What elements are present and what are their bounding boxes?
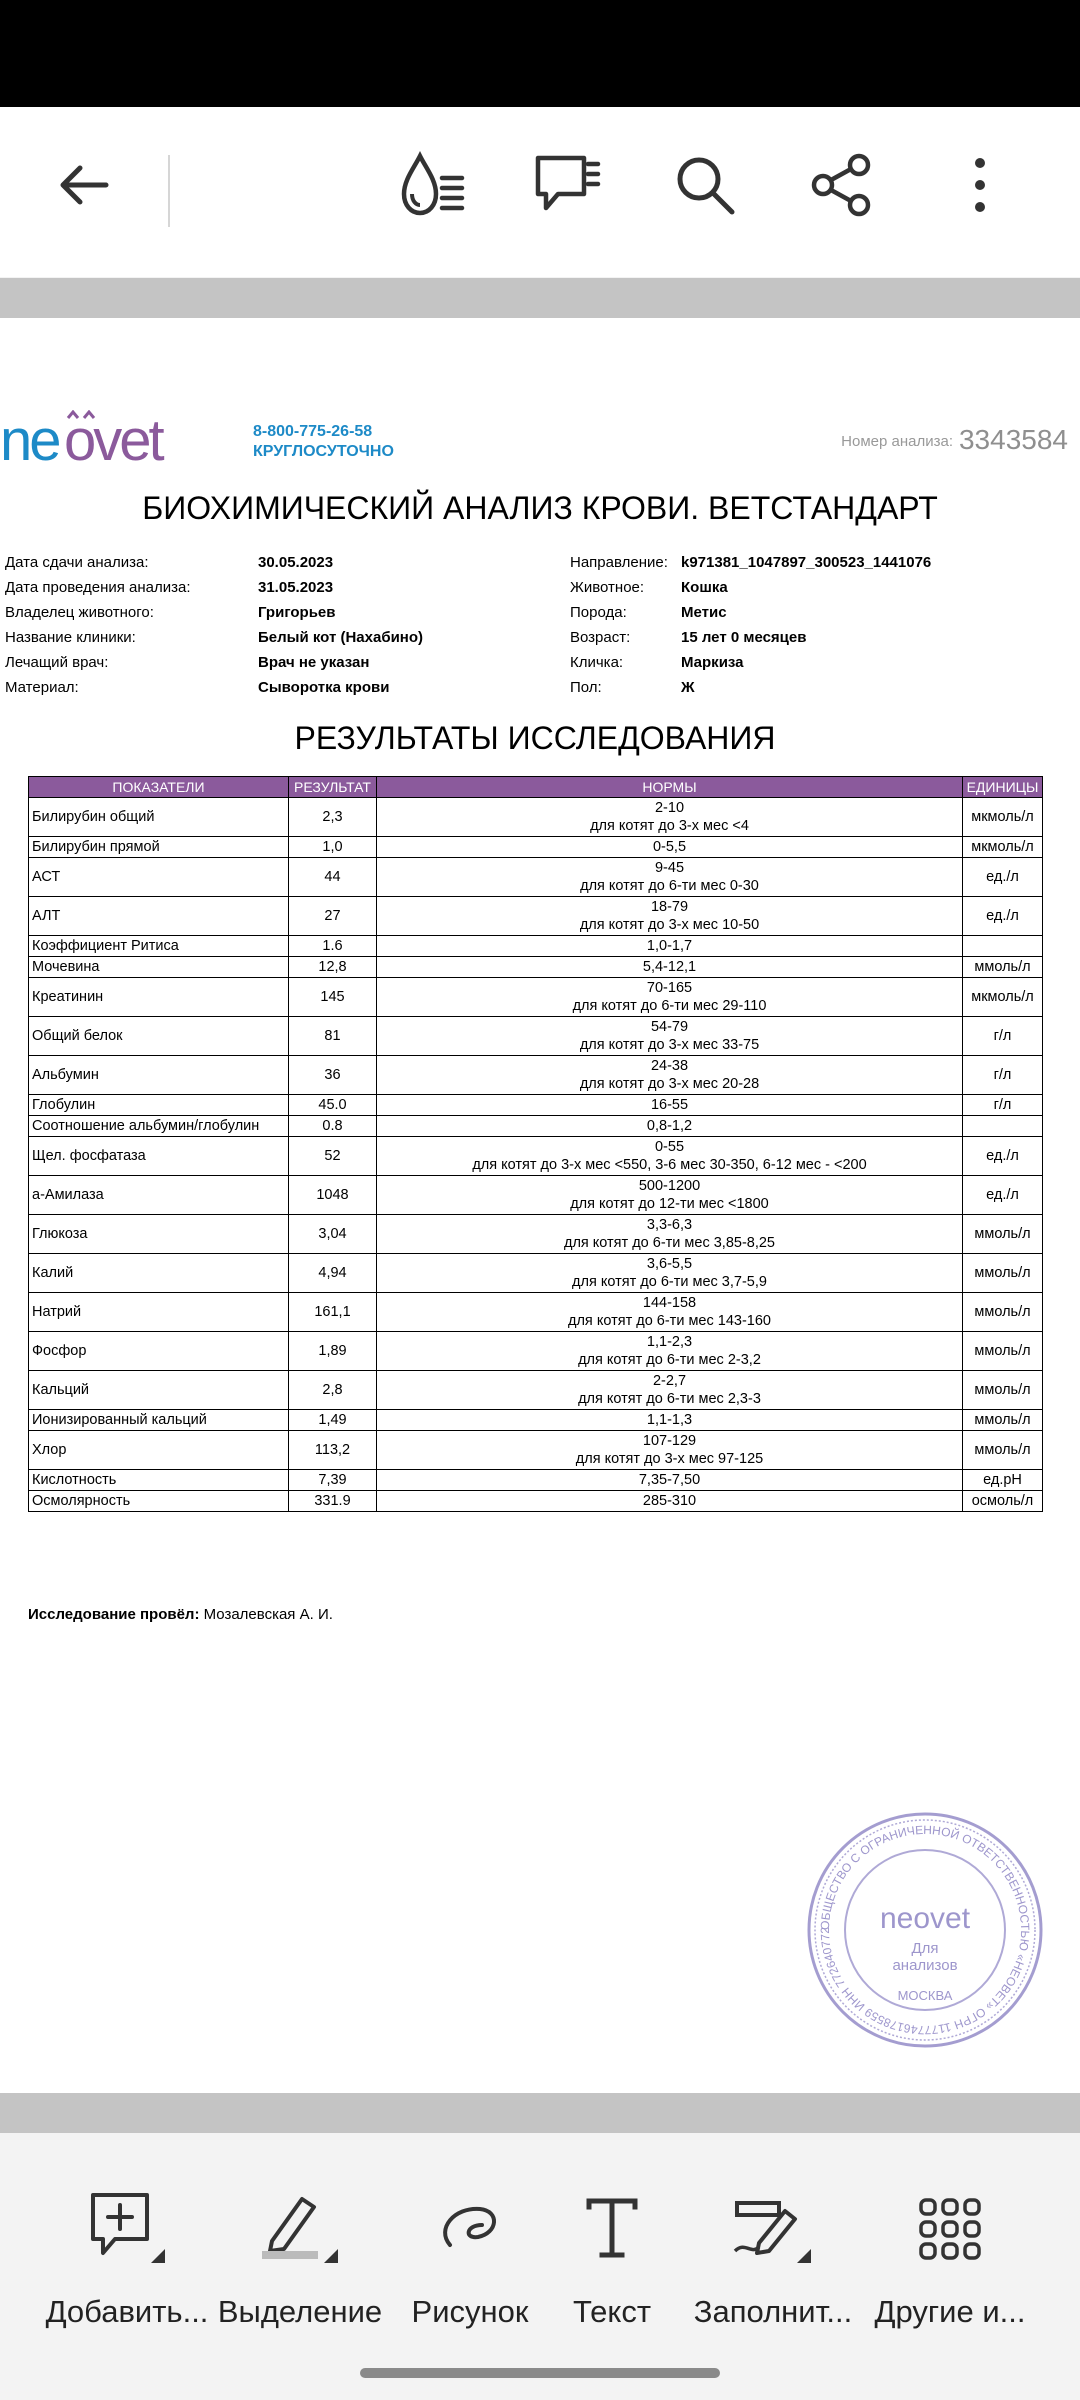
row-norm — [377, 1176, 963, 1215]
text-tool-icon — [577, 2189, 647, 2269]
info-label: Порода: — [570, 604, 627, 621]
row-norm — [377, 1491, 963, 1512]
info-label: Название клиники: — [5, 629, 136, 646]
row-result: 27 — [289, 897, 377, 936]
svg-text:Для: Для — [911, 1940, 939, 1957]
norm-range: 1,0-1,7 — [646, 938, 693, 954]
add-comment-tool[interactable] — [42, 2184, 212, 2330]
highlight-tool[interactable] — [215, 2184, 385, 2330]
norm-range: 500-1200 — [638, 1178, 701, 1194]
info-value: Врач не указан — [258, 654, 370, 671]
norm-note: для котят до 12-ти мес <1800 — [570, 1196, 769, 1212]
results-table — [28, 776, 1043, 1512]
pdf-page — [0, 318, 1080, 2093]
table-row — [29, 837, 1043, 858]
info-value: Белый кот (Нахабино) — [258, 629, 424, 646]
svg-text:ОБЩЕСТВО С ОГРАНИЧЕННОЙ ОТВЕТС: ОБЩЕСТВО С ОГРАНИЧЕННОЙ ОТВЕТСТВЕННОСТЬЮ «НЕОВЕТ» ОГРН 1177746178559 ИНН 772640772 — [817, 1822, 1033, 2038]
results-title: РЕЗУЛЬТАТЫ ИССЛЕДОВАНИЯ — [294, 720, 776, 756]
info-label: Дата сдачи анализа: — [5, 554, 149, 571]
norm-note: для котят до 6-ти мес 2-3,2 — [578, 1352, 761, 1368]
table-row — [29, 1293, 1043, 1332]
row-norm — [377, 1293, 963, 1332]
row-unit: ед./л — [963, 1176, 1043, 1215]
row-result: 44 — [289, 858, 377, 897]
back-arrow-icon — [54, 155, 114, 215]
norm-note: для котят до 6-ти мес 143-160 — [568, 1313, 771, 1329]
table-header-row — [29, 777, 1043, 798]
norm-range: 107-129 — [642, 1433, 697, 1449]
table-row — [29, 858, 1043, 897]
info-label: Владелец животного: — [5, 604, 154, 621]
info-label: Материал: — [5, 679, 79, 696]
norm-note: для котят до 6-ти мес 29-110 — [572, 998, 767, 1014]
clinic-stamp — [805, 1810, 1045, 2055]
norm-range: 0,8-1,2 — [646, 1118, 693, 1134]
norm-range: 70-165 — [646, 980, 693, 996]
row-indicator: АСТ — [29, 858, 289, 897]
draw-icon — [430, 2189, 510, 2269]
row-norm — [377, 978, 963, 1017]
info-label: Лечащий врач: — [5, 654, 109, 671]
row-norm — [377, 1056, 963, 1095]
row-unit — [963, 936, 1043, 957]
table-row — [29, 798, 1043, 837]
row-unit: ммоль/л — [963, 1431, 1043, 1470]
highlight-pen-icon — [252, 2189, 348, 2269]
row-result: 161,1 — [289, 1293, 377, 1332]
analysis-number-value: 3343584 — [958, 424, 1068, 455]
row-indicator: Билирубин общий — [29, 798, 289, 837]
info-label: Пол: — [570, 679, 602, 696]
row-unit: ммоль/л — [963, 1332, 1043, 1371]
row-unit — [963, 1116, 1043, 1137]
bottom-tools-bar — [0, 2134, 1080, 2400]
tool-label: Другие и... — [874, 2294, 1026, 2329]
tool-label: Выделение — [217, 2294, 383, 2329]
row-result: 0.8 — [289, 1116, 377, 1137]
row-norm — [377, 1332, 963, 1371]
norm-range: 0-55 — [654, 1139, 685, 1155]
svg-text:ovet: ovet — [64, 410, 162, 470]
row-indicator: Общий белок — [29, 1017, 289, 1056]
row-indicator: Креатинин — [29, 978, 289, 1017]
row-norm — [377, 1215, 963, 1254]
norm-range: 3,6-5,5 — [646, 1256, 693, 1272]
table-row — [29, 1431, 1043, 1470]
norm-note: для котят до 3-х мес 20-28 — [579, 1076, 760, 1092]
more-tools-grid-icon — [917, 2196, 983, 2262]
row-norm — [377, 1431, 963, 1470]
row-unit: ед./л — [963, 858, 1043, 897]
column-header: ПОКАЗАТЕЛИ — [29, 777, 289, 798]
norm-range: 54-79 — [650, 1019, 689, 1035]
info-value: Маркиза — [681, 654, 744, 671]
norm-note: для котят до 3-х мес <550, 3-6 мес 30-350, 6-12 мес - <200 — [472, 1157, 867, 1173]
norm-range: 9-45 — [654, 860, 685, 876]
row-indicator: Глобулин — [29, 1095, 289, 1116]
row-result: 7,39 — [289, 1470, 377, 1491]
row-norm — [377, 1371, 963, 1410]
info-value: Метис — [681, 604, 727, 621]
info-value: 15 лет 0 месяцев — [681, 629, 807, 646]
analysis-number-label: Номер анализа: — [841, 433, 953, 450]
row-result: 81 — [289, 1017, 377, 1056]
table-row — [29, 1095, 1043, 1116]
info-right-values — [681, 550, 931, 700]
examiner-name: Мозалевская А. И. — [203, 1606, 333, 1623]
table-row — [29, 897, 1043, 936]
table-row — [29, 978, 1043, 1017]
svg-text:анализов: анализов — [892, 1957, 958, 1974]
row-norm — [377, 1137, 963, 1176]
hotline-phone[interactable]: 8-800-775-26-58 — [253, 423, 373, 440]
norm-note: для котят до 6-ти мес 3,7-5,9 — [572, 1274, 767, 1290]
row-unit: мкмоль/л — [963, 798, 1043, 837]
row-norm — [377, 1095, 963, 1116]
table-row — [29, 1371, 1043, 1410]
row-unit: г/л — [963, 1017, 1043, 1056]
table-row — [29, 936, 1043, 957]
row-norm — [377, 1116, 963, 1137]
row-norm — [377, 897, 963, 936]
more-vert-icon — [970, 155, 990, 215]
norm-range: 16-55 — [650, 1097, 689, 1113]
row-result: 113,2 — [289, 1431, 377, 1470]
toolbar-divider — [168, 155, 170, 227]
table-row — [29, 1410, 1043, 1431]
row-unit: ммоль/л — [963, 1293, 1043, 1332]
row-norm — [377, 1470, 963, 1491]
norm-note: для котят до 6-ти мес 2,3-3 — [578, 1391, 761, 1407]
table-row — [29, 1176, 1043, 1215]
analysis-number — [841, 424, 1068, 456]
norm-note: для котят до 3-х мес 97-125 — [575, 1451, 764, 1467]
row-indicator: Осмолярность — [29, 1491, 289, 1512]
row-indicator: Фосфор — [29, 1332, 289, 1371]
row-unit: ед.pH — [963, 1470, 1043, 1491]
fill-sign-icon — [725, 2189, 821, 2269]
row-unit: ед./л — [963, 1137, 1043, 1176]
row-indicator: Хлор — [29, 1431, 289, 1470]
search-button[interactable] — [655, 135, 755, 235]
table-row — [29, 1491, 1043, 1512]
info-left-labels — [5, 550, 191, 700]
examiner-label: Исследование провёл: — [28, 1606, 200, 1623]
info-label: Кличка: — [570, 654, 624, 671]
column-header: РЕЗУЛЬТАТ — [289, 777, 377, 798]
info-value: 30.05.2023 — [258, 554, 334, 571]
info-right-labels — [570, 550, 668, 700]
hotline-block — [253, 422, 394, 462]
row-indicator: Альбумин — [29, 1056, 289, 1095]
norm-range: 5,4-12,1 — [642, 959, 697, 975]
row-result: 1048 — [289, 1176, 377, 1215]
norm-range: 3,3-6,3 — [646, 1217, 693, 1233]
info-value: 31.05.2023 — [258, 579, 334, 596]
table-row — [29, 1056, 1043, 1095]
info-value: Сыворотка крови — [258, 679, 390, 696]
row-norm — [377, 858, 963, 897]
row-result: 1,0 — [289, 837, 377, 858]
more-tools[interactable] — [865, 2184, 1035, 2330]
info-value: Григорьев — [258, 604, 336, 621]
row-result: 12,8 — [289, 957, 377, 978]
page-gap-bottom — [0, 2093, 1080, 2133]
info-value: k971381_1047897_300523_1441076 — [681, 554, 932, 571]
row-unit: мкмоль/л — [963, 837, 1043, 858]
comments-button[interactable] — [518, 135, 618, 235]
row-indicator: Мочевина — [29, 957, 289, 978]
table-row — [29, 1017, 1043, 1056]
column-header: ЕДИНИЦЫ — [963, 777, 1043, 798]
home-indicator[interactable] — [360, 2368, 720, 2378]
norm-range: 24-38 — [650, 1058, 689, 1074]
norm-range: 1,1-1,3 — [646, 1412, 693, 1428]
more-options-button[interactable] — [930, 135, 1030, 235]
info-label: Дата проведения анализа: — [5, 579, 191, 596]
row-indicator: Билирубин прямой — [29, 837, 289, 858]
table-row — [29, 957, 1043, 978]
hotline-hours: КРУГЛОСУТОЧНО — [253, 443, 394, 460]
tool-label: Рисунок — [411, 2294, 529, 2329]
examiner-line — [28, 1606, 333, 1623]
norm-range: 18-79 — [650, 899, 689, 915]
row-result: 1,49 — [289, 1410, 377, 1431]
norm-range: 285-310 — [642, 1493, 697, 1509]
top-toolbar — [0, 107, 1080, 277]
tts-read-icon — [396, 150, 472, 220]
row-unit: г/л — [963, 1095, 1043, 1116]
comments-icon — [530, 150, 606, 220]
info-left-values — [258, 550, 423, 700]
row-indicator: Кальций — [29, 1371, 289, 1410]
back-button[interactable] — [34, 135, 134, 235]
row-norm — [377, 837, 963, 858]
row-unit: ед./л — [963, 897, 1043, 936]
row-result: 331.9 — [289, 1491, 377, 1512]
row-unit: ммоль/л — [963, 1254, 1043, 1293]
svg-text:neovet: neovet — [879, 1902, 971, 1935]
svg-text:ne: ne — [0, 410, 59, 470]
row-unit: г/л — [963, 1056, 1043, 1095]
fill-sign-tool[interactable] — [688, 2184, 858, 2330]
info-label: Направление: — [570, 554, 668, 571]
row-norm — [377, 1017, 963, 1056]
row-indicator: Калий — [29, 1254, 289, 1293]
read-aloud-button[interactable] — [384, 135, 484, 235]
row-indicator: Коэффициент Ритиса — [29, 936, 289, 957]
row-indicator: Соотношение альбумин/глобулин — [29, 1116, 289, 1137]
row-norm — [377, 1254, 963, 1293]
document-title: БИОХИМИЧЕСКИЙ АНАЛИЗ КРОВИ. ВЕТСТАНДАРТ — [142, 490, 938, 526]
row-result: 1,89 — [289, 1332, 377, 1371]
row-indicator: Ионизированный кальций — [29, 1410, 289, 1431]
table-row — [29, 1215, 1043, 1254]
share-icon — [809, 152, 875, 218]
row-norm — [377, 936, 963, 957]
norm-note: для котят до 3-х мес 33-75 — [579, 1037, 760, 1053]
info-value: Кошка — [681, 579, 728, 596]
tool-label: Заполнит... — [693, 2294, 853, 2329]
tool-label: Текст — [572, 2294, 652, 2329]
row-unit: мкмоль/л — [963, 978, 1043, 1017]
row-unit: ммоль/л — [963, 1215, 1043, 1254]
text-tool[interactable] — [527, 2184, 697, 2330]
neovet-logo — [0, 410, 200, 475]
row-indicator: Щел. фосфатаза — [29, 1137, 289, 1176]
row-indicator: Натрий — [29, 1293, 289, 1332]
norm-range: 2-2,7 — [652, 1373, 687, 1389]
info-label: Возраст: — [570, 629, 631, 646]
norm-range: 0-5,5 — [652, 839, 687, 855]
norm-note: для котят до 6-ти мес 0-30 — [580, 878, 759, 894]
column-header: НОРМЫ — [377, 777, 963, 798]
row-unit: осмоль/л — [963, 1491, 1043, 1512]
page-gap-top — [0, 278, 1080, 318]
norm-range: 1,1-2,3 — [646, 1334, 693, 1350]
svg-text:МОСКВА: МОСКВА — [897, 1988, 953, 2003]
norm-note: для котят до 3-х мес 10-50 — [579, 917, 760, 933]
row-result: 4,94 — [289, 1254, 377, 1293]
row-result: 52 — [289, 1137, 377, 1176]
row-result: 36 — [289, 1056, 377, 1095]
norm-range: 2-10 — [654, 800, 685, 816]
table-row — [29, 1332, 1043, 1371]
row-norm — [377, 957, 963, 978]
row-unit: ммоль/л — [963, 1371, 1043, 1410]
row-unit: ммоль/л — [963, 957, 1043, 978]
row-indicator: АЛТ — [29, 897, 289, 936]
info-value: Ж — [681, 679, 695, 696]
row-indicator: а-Амилаза — [29, 1176, 289, 1215]
row-norm — [377, 798, 963, 837]
tool-label: Добавить... — [45, 2294, 209, 2329]
table-row — [29, 1254, 1043, 1293]
share-button[interactable] — [792, 135, 892, 235]
norm-note: для котят до 6-ти мес 3,85-8,25 — [563, 1235, 775, 1251]
table-row — [29, 1470, 1043, 1491]
status-bar — [0, 0, 1080, 107]
row-norm — [377, 1410, 963, 1431]
norm-range: 7,35-7,50 — [638, 1472, 701, 1488]
row-result: 3,04 — [289, 1215, 377, 1254]
table-row — [29, 1137, 1043, 1176]
row-result: 1.6 — [289, 936, 377, 957]
search-icon — [672, 152, 738, 218]
row-result: 2,8 — [289, 1371, 377, 1410]
row-unit: ммоль/л — [963, 1410, 1043, 1431]
norm-range: 144-158 — [642, 1295, 697, 1311]
add-comment-icon — [79, 2189, 175, 2269]
row-result: 145 — [289, 978, 377, 1017]
row-indicator: Глюкоза — [29, 1215, 289, 1254]
table-row — [29, 1116, 1043, 1137]
info-label: Животное: — [570, 579, 645, 596]
norm-note: для котят до 3-х мес <4 — [590, 818, 749, 834]
row-indicator: Кислотность — [29, 1470, 289, 1491]
row-result: 45.0 — [289, 1095, 377, 1116]
row-result: 2,3 — [289, 798, 377, 837]
